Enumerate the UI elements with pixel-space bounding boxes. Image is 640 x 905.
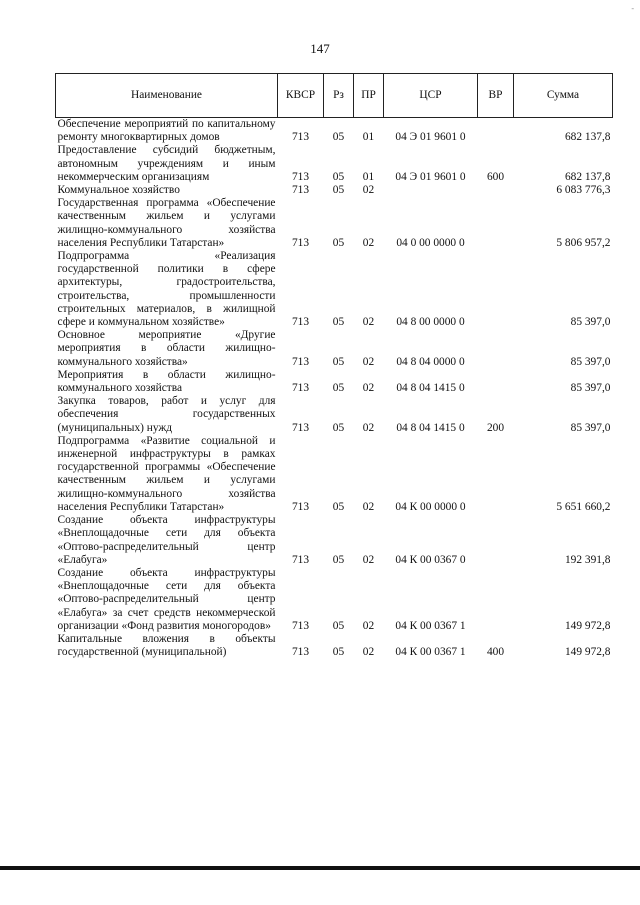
row-name: Подпрограмма «Развитие социальной и инженерной инфраструктуры в рамках государственной программы «Обеспечение качественным жильем и услугами жилищно-коммунального хозяйства населения Республики Татарстан»	[57, 434, 276, 513]
table-row	[56, 197, 613, 250]
row-kvsr: 713	[291, 646, 310, 659]
budget-table	[55, 73, 613, 659]
row-kvsr: 713	[291, 131, 310, 144]
row-kvsr: 713	[291, 236, 310, 249]
row-rz: 05	[332, 646, 345, 659]
row-kvsr: 713	[291, 184, 310, 197]
row-sum: 149 972,8	[564, 619, 611, 632]
header-rz: Рз	[324, 74, 354, 118]
row-name: Основное мероприятие «Другие мероприятия в области жилищно-коммунального хозяйства»	[57, 329, 276, 368]
table-row	[56, 395, 613, 435]
table-row	[56, 184, 613, 197]
row-name: Создание объекта инфраструктуры «Внеплощадочные сети для объекта «Оптово-распределительный центр «Елабуга» за счет средств некоммерческой организации «Фонд развития моногородов»	[57, 566, 276, 632]
table-header-row	[56, 74, 613, 118]
row-rz: 05	[332, 500, 345, 513]
row-pr: 02	[362, 553, 375, 566]
row-kvsr: 713	[291, 421, 310, 434]
row-kvsr: 713	[291, 355, 310, 368]
row-sum: 5 651 660,2	[556, 500, 611, 513]
row-sum: 192 391,8	[564, 553, 611, 566]
row-rz: 05	[332, 355, 345, 368]
row-vr: 200	[486, 421, 505, 434]
row-vr	[478, 250, 514, 329]
row-csr	[384, 184, 478, 197]
table-row	[56, 514, 613, 567]
row-sum: 6 083 776,3	[556, 184, 611, 197]
row-kvsr: 713	[291, 382, 310, 395]
row-rz: 05	[332, 184, 345, 197]
table-row	[56, 118, 613, 145]
header-vr: ВР	[478, 74, 514, 118]
row-rz: 05	[332, 236, 345, 249]
row-sum: 85 397,0	[570, 421, 611, 434]
row-kvsr: 713	[291, 619, 310, 632]
row-rz: 05	[332, 619, 345, 632]
row-vr	[478, 184, 514, 197]
row-pr: 02	[362, 421, 375, 434]
row-csr: 04 Э 01 9601 0	[395, 131, 466, 144]
row-rz: 05	[332, 553, 345, 566]
row-sum: 85 397,0	[570, 316, 611, 329]
header-pr: ПР	[354, 74, 384, 118]
row-pr: 02	[362, 184, 375, 197]
header-sum: Сумма	[514, 74, 613, 118]
row-sum: 5 806 957,2	[556, 236, 611, 249]
row-csr: 04 К 00 0367 0	[395, 553, 466, 566]
row-kvsr: 713	[291, 170, 310, 183]
row-sum: 149 972,8	[564, 646, 611, 659]
row-sum: 85 397,0	[570, 382, 611, 395]
row-csr: 04 0 00 0000 0	[396, 236, 465, 249]
row-pr: 01	[362, 170, 375, 183]
row-csr: 04 8 04 1415 0	[396, 421, 465, 434]
row-vr: 400	[486, 646, 505, 659]
page-bottom-border	[0, 866, 640, 870]
row-csr: 04 8 04 0000 0	[396, 355, 465, 368]
row-pr: 02	[362, 316, 375, 329]
row-pr: 02	[362, 355, 375, 368]
row-vr: 600	[486, 170, 505, 183]
table-body	[56, 118, 613, 660]
row-rz: 05	[332, 316, 345, 329]
row-csr: 04 К 00 0367 1	[395, 646, 466, 659]
row-name: Мероприятия в области жилищно-коммунального хозяйства	[57, 368, 276, 395]
row-sum: 85 397,0	[570, 355, 611, 368]
table-row	[56, 567, 613, 633]
row-sum: 682 137,8	[564, 170, 611, 183]
row-csr: 04 К 00 0000 0	[395, 500, 466, 513]
header-kvsr: КВСР	[278, 74, 324, 118]
row-rz: 05	[332, 131, 345, 144]
header-csr: ЦСР	[384, 74, 478, 118]
row-vr	[478, 118, 514, 145]
row-pr: 02	[362, 382, 375, 395]
row-name: Капитальные вложения в объекты государственной (муниципальной)	[57, 632, 276, 659]
row-csr: 04 Э 01 9601 0	[395, 170, 466, 183]
row-kvsr: 713	[291, 500, 310, 513]
row-name: Коммунальное хозяйство	[57, 184, 180, 197]
table-row	[56, 369, 613, 395]
row-csr: 04 8 00 0000 0	[396, 316, 465, 329]
row-pr: 02	[362, 619, 375, 632]
row-sum: 682 137,8	[564, 131, 611, 144]
row-csr: 04 К 00 0367 1	[395, 619, 466, 632]
page-number: 147	[310, 41, 330, 56]
row-rz: 05	[332, 170, 345, 183]
row-pr: 02	[362, 500, 375, 513]
row-vr	[478, 514, 514, 567]
row-name: Закупка товаров, работ и услуг для обеспечения государственных (муниципальных) нужд	[57, 395, 276, 434]
corner-mark: -	[631, 4, 634, 13]
row-pr: 01	[362, 131, 375, 144]
row-vr	[478, 567, 514, 633]
row-name: Предоставление субсидий бюджетным, автономным учреждениям и иным некоммерческим организациям	[57, 144, 276, 183]
row-pr: 02	[362, 646, 375, 659]
row-csr: 04 8 04 1415 0	[396, 382, 465, 395]
row-vr	[478, 369, 514, 395]
row-vr	[478, 329, 514, 369]
row-rz: 05	[332, 421, 345, 434]
table-row	[56, 144, 613, 184]
row-name: Обеспечение мероприятий по капитальному ремонту многоквартирных домов	[57, 118, 276, 144]
row-name: Подпрограмма «Реализация государственной политики в сфере архитектуры, градостроительства, строительства, промышленности строительных материалов, в жилищной сфере и коммунальном хозяйстве»	[57, 250, 276, 329]
row-vr	[478, 197, 514, 250]
row-name: Государственная программа «Обеспечение качественным жильем и услугами жилищно-коммунального хозяйства населения Республики Татарстан»	[57, 197, 276, 249]
table-row	[56, 633, 613, 659]
table-row	[56, 435, 613, 514]
row-pr: 02	[362, 236, 375, 249]
header-name: Наименование	[56, 74, 278, 118]
row-kvsr: 713	[291, 316, 310, 329]
row-name: Создание объекта инфраструктуры «Внеплощадочные сети для объекта «Оптово-распределительный центр «Елабуга»	[57, 514, 276, 566]
row-kvsr: 713	[291, 553, 310, 566]
table-row	[56, 250, 613, 329]
row-rz: 05	[332, 382, 345, 395]
table-row	[56, 329, 613, 369]
row-vr	[478, 435, 514, 514]
